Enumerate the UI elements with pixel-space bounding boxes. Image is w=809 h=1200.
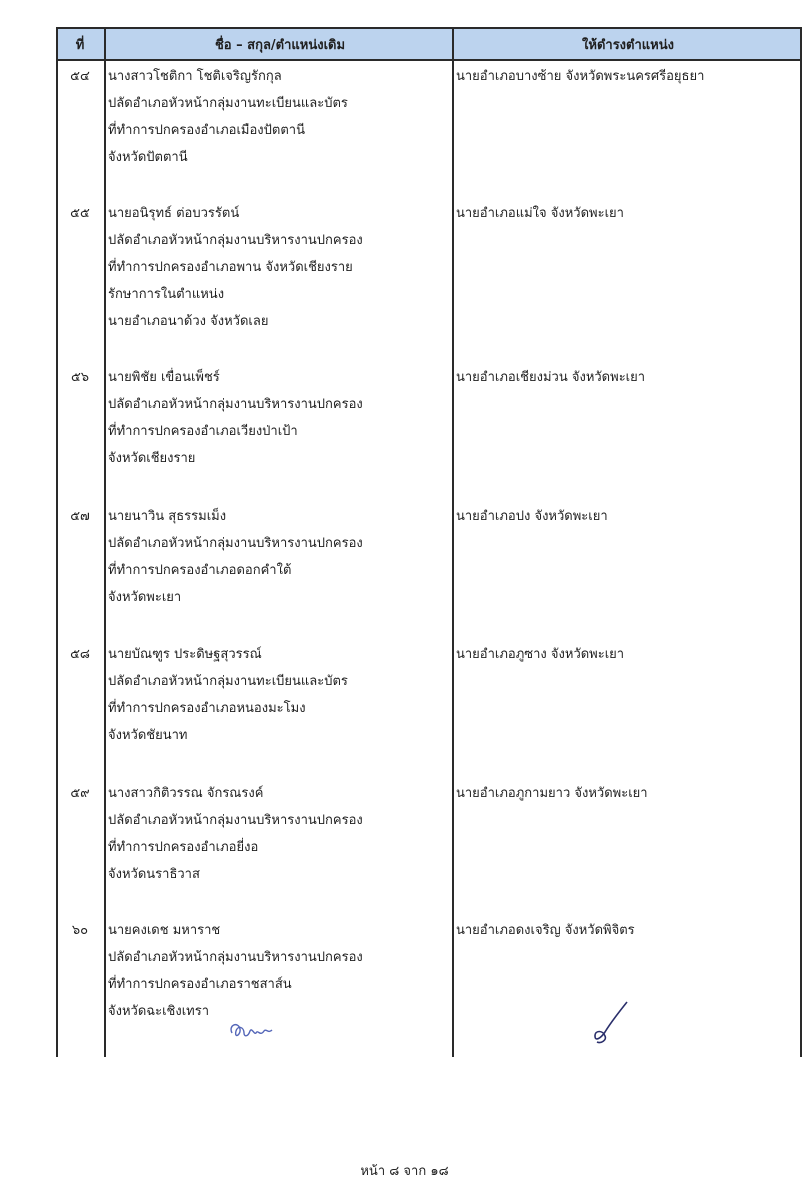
new-position-cell: [456, 641, 802, 668]
new-position: นายอำเภอดงเจริญ จังหวัดพิจิตร: [456, 923, 635, 938]
former-position-line: ปลัดอำเภอหัวหน้ากลุ่มงานบริหารงานปกครอง: [108, 233, 363, 248]
name-cell: [108, 503, 448, 611]
right-signature-mark: [587, 998, 637, 1048]
person-name: นายพิชัย เขื่อนเพ็ชร์: [108, 370, 220, 385]
former-position-line: ที่ทำการปกครองอำเภอยี่งอ: [108, 840, 259, 855]
person-name: นายคงเดช มหาราช: [108, 923, 221, 938]
former-position-line: จังหวัดนราธิวาส: [108, 867, 200, 882]
column-divider-2: [452, 27, 454, 1057]
former-position-line: ปลัดอำเภอหัวหน้ากลุ่มงานบริหารงานปกครอง: [108, 536, 363, 551]
former-position-line: ปลัดอำเภอหัวหน้ากลุ่มงานบริหารงานปกครอง: [108, 950, 363, 965]
table-header: [56, 27, 802, 61]
page-number: หน้า ๘ จาก ๑๘: [360, 1164, 449, 1179]
former-position-line: ปลัดอำเภอหัวหน้ากลุ่มงานทะเบียนและบัตร: [108, 96, 348, 111]
left-signature-mark: [226, 1015, 286, 1045]
new-position-cell: [456, 780, 802, 807]
header-position: ให้ดำรงตำแหน่ง: [582, 37, 674, 53]
former-position-line: จังหวัดพะเยา: [108, 590, 182, 605]
new-position: นายอำเภอแม่ใจ จังหวัดพะเยา: [456, 206, 624, 221]
new-position-cell: [456, 63, 802, 90]
column-divider-1: [104, 27, 106, 1057]
person-name: นายบัณฑูร ประดิษฐสุวรรณ์: [108, 647, 262, 662]
former-position-line: ปลัดอำเภอหัวหน้ากลุ่มงานบริหารงานปกครอง: [108, 813, 363, 828]
former-position-line: ปลัดอำเภอหัวหน้ากลุ่มงานบริหารงานปกครอง: [108, 397, 363, 412]
former-position-line: จังหวัดชัยนาท: [108, 728, 188, 743]
former-position-line: จังหวัดฉะเชิงเทรา: [108, 1004, 210, 1019]
name-cell: [108, 780, 448, 888]
former-position-line: ที่ทำการปกครองอำเภอหนองมะโมง: [108, 701, 306, 716]
row-number: ๕๕: [70, 206, 90, 221]
former-position-line: ที่ทำการปกครองอำเภอราชสาส์น: [108, 977, 292, 992]
former-position-line: ที่ทำการปกครองอำเภอเมืองปัตตานี: [108, 123, 305, 138]
former-position-line: ปลัดอำเภอหัวหน้ากลุ่มงานทะเบียนและบัตร: [108, 674, 348, 689]
name-cell: [108, 641, 448, 749]
former-position-line: รักษาการในตำแหน่ง: [108, 287, 225, 302]
former-position-line: ที่ทำการปกครองอำเภอดอกคำใต้: [108, 563, 292, 578]
person-name: นายอนิรุทธ์ ต่อบวรรัตน์: [108, 206, 240, 221]
table-border-right: [800, 27, 802, 1057]
new-position: นายอำเภอบางซ้าย จังหวัดพระนครศรีอยุธยา: [456, 69, 705, 84]
new-position: นายอำเภอเชียงม่วน จังหวัดพะเยา: [456, 370, 646, 385]
new-position: นายอำเภอภูซาง จังหวัดพะเยา: [456, 647, 625, 662]
former-position-line: จังหวัดปัตตานี: [108, 150, 188, 165]
appointment-table: [56, 27, 802, 1057]
row-number: ๕๘: [70, 647, 90, 662]
name-cell: [108, 200, 448, 335]
table-border-left: [56, 27, 58, 1057]
new-position-cell: [456, 917, 802, 944]
row-number: ๕๖: [70, 370, 90, 385]
former-position-line: ที่ทำการปกครองอำเภอเวียงป่าเป้า: [108, 424, 298, 439]
new-position: นายอำเภอปง จังหวัดพะเยา: [456, 509, 608, 524]
row-number: ๖๐: [71, 923, 89, 938]
header-num: ที่: [75, 37, 85, 53]
former-position-line: ที่ทำการปกครองอำเภอพาน จังหวัดเชียงราย: [108, 260, 353, 275]
new-position: นายอำเภอภูกามยาว จังหวัดพะเยา: [456, 786, 648, 801]
new-position-cell: [456, 364, 802, 391]
new-position-cell: [456, 503, 802, 530]
name-cell: [108, 63, 448, 171]
header-name: ชื่อ – สกุล/ตำแหน่งเดิม: [214, 37, 346, 53]
name-cell: [108, 917, 448, 1025]
former-position-line: นายอำเภอนาด้วง จังหวัดเลย: [108, 314, 269, 329]
person-name: นายนาวิน สุธรรมเม็ง: [108, 509, 227, 524]
name-cell: [108, 364, 448, 472]
row-number: ๕๙: [70, 786, 90, 801]
row-number: ๕๔: [70, 69, 90, 84]
new-position-cell: [456, 200, 802, 227]
row-number: ๕๗: [70, 509, 90, 524]
person-name: นางสาวโชติกา โชติเจริญรักกุล: [108, 69, 282, 84]
former-position-line: จังหวัดเชียงราย: [108, 451, 196, 466]
person-name: นางสาวกิติวรรณ จักรณรงค์: [108, 786, 264, 801]
